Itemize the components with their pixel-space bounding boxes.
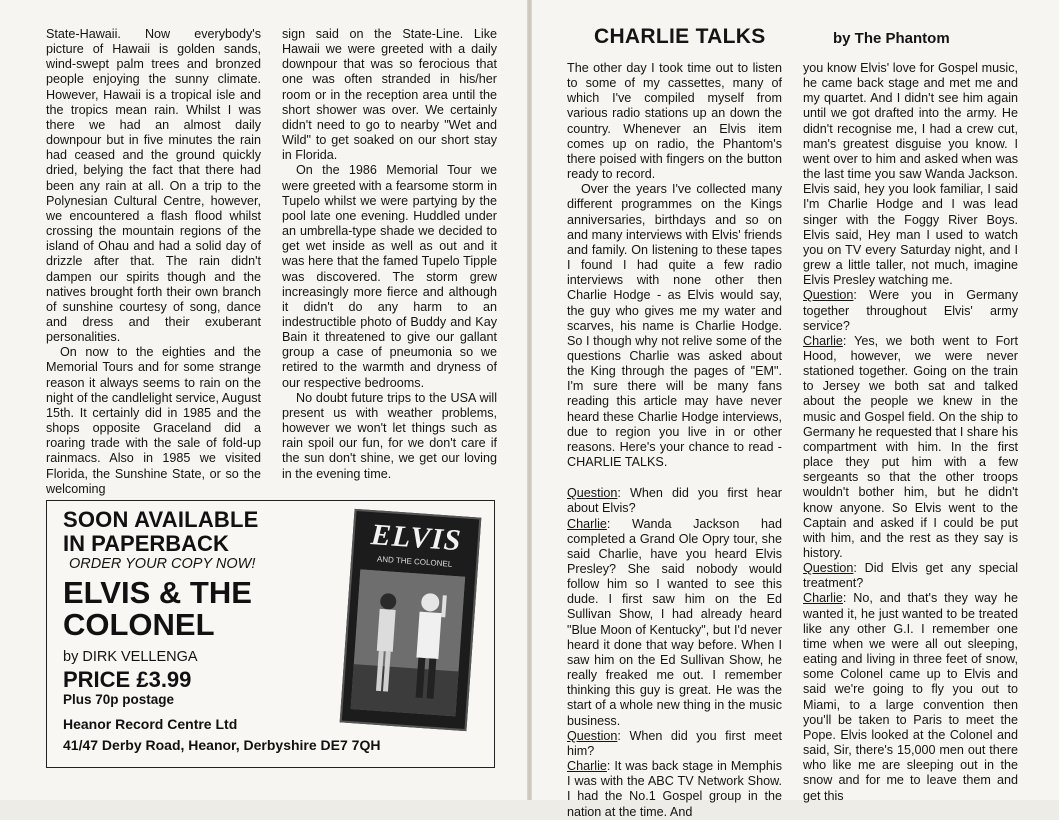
answer-3 xyxy=(803,334,1018,561)
ad-headline-line2: IN PAPERBACK xyxy=(63,531,229,556)
paragraph: sign said on the State-Line. Like Hawaii we were greeted with a daily downpour that was so ferocious that one was often stranded in his/her room or in the reception area until the short shower was over. We certainly didn't need to go to nearby "Wet and Wild" to get soaked on our short stay in Florida. xyxy=(282,27,497,163)
cover-photo-figures xyxy=(351,569,466,716)
right-column-1 xyxy=(567,61,782,820)
charlie-label: Charlie xyxy=(803,591,843,606)
question-label: Question xyxy=(567,486,618,501)
question-text: : Were you in Germany together throughout Elvis' army service? xyxy=(803,288,1018,333)
answer-text: : Wanda Jackson had completed a Grand Ole Opry tour, she said Charlie, have you heard Elvis Presley? She said nobody would follow him so I wanted to see this dude. I first saw him on the Ed Sullivan Show, I had already heard "Blue Moon of Kentucky", but I'd never heard it done that way before. When I saw him on the Ed Sullivan Show, he really freaked me out. I remember thinking this guy is great. He was the start of a whole new thing in the music business. xyxy=(567,516,782,728)
paragraph: The other day I took time out to listen to some of my cassettes, many of which I've compiled myself from various radio stations up an down the country. Whenever an Elvis item comes up on radio, the Phantom's there poised with fingers on the button ready to record. xyxy=(567,61,782,182)
question-3 xyxy=(803,288,1018,333)
left-column-2 xyxy=(282,27,497,482)
question-2 xyxy=(567,729,782,759)
paragraph: State-Hawaii. Now everybody's picture of Hawaii is golden sands, wind-swept palm trees and bronzed people enjoying the sunny climate. However, Hawaii is a tropical isle and the tropics mean rain. Whilst I was there we had an almost daily downpour but in five minutes the rain had ceased and the ground quickly dried, belying the fact that there had been any rain at all. On a trip to the Polynesian Cultural Centre, however, we encountered a flash flood whilst crossing the mountain regions of the island of Ohau and had a solid day of drizzle after that. The rain didn't dampen our spirits though and the natives brought forth their own branch of sunshine courtesy of song, dance and dress and their exuberant personalities. xyxy=(46,27,261,345)
left-column-1 xyxy=(46,27,261,497)
book-cover-subtitle: AND THE COLONEL xyxy=(376,554,453,569)
paragraph: On now to the eighties and the Memorial Tours and for some strange reason it always seems to rain on the night of the candlelight service, August 15th. It certainly did in 1985 and the shops opposite Graceland did a roaring trade with the sale of fold-up rainmacs. Also in 1985 we visited Florida, the Sunshine State, or so the welcoming xyxy=(46,345,261,496)
ad-postage: Plus 70p postage xyxy=(63,692,175,707)
answer-2 xyxy=(567,759,782,820)
paragraph: you know Elvis' love for Gospel music, he came back stage and met me and my quartet. And I didn't see him again until we got drafted into the army. He didn't recognise me, I had a crew cut, man's greatest disguise you know. I went over to him and asked when was the last time you saw Wanda Jackson. Elvis said, hey you look familiar, I said I'm Charlie Hodge and I was lead singer with the Foggy River Boys. Elvis said, Hey man I used to watch you on TV every Saturday night, and I grew a little taller, not much, imagine Elvis Presley watching me. xyxy=(803,61,1018,288)
article-title: CHARLIE TALKS xyxy=(594,25,766,48)
ad-author: by DIRK VELLENGA xyxy=(63,649,198,665)
ad-shop-name: Heanor Record Centre Ltd xyxy=(63,716,238,732)
ad-shop-address: 41/47 Derby Road, Heanor, Derbyshire DE7 7QH xyxy=(63,737,381,753)
question-label: Question xyxy=(803,561,854,576)
question-label: Question xyxy=(567,728,618,743)
answer-text: : No, and that's they way he wanted it, he just wanted to be treated like any other G.I. I remember one time when we were all out sleeping, eating and living in three feet of snow, some Colonel came up to Elvis and said we're going to fly you out to Miami, to a large convention then you'll be taken to Paris to meet the Pope. Elvis looked at the Colonel and said, Sir, there's 15,000 men out there who like me are sleeping out in the snow and for me to leave them and get this xyxy=(803,591,1018,803)
paragraph: On the 1986 Memorial Tour we were greeted with a fearsome storm in Tupelo whilst we were partying by the pool late one evening. Huddled under an umbrella-type shade we decided to get wet inside as well as out and it was here that the famed Tupelo Tipple was discovered. The storm grew increasingly more fierce and although it didn't do any harm to an indestructible photo of Buddy and Kay Bain it threatened to give our gallant group a case of pneumonia so we retired to the warmth and dryness of our respective bedrooms. xyxy=(282,163,497,390)
answer-1 xyxy=(567,517,782,729)
ad-price: PRICE £3.99 xyxy=(63,667,192,692)
ad-book-title-line2: COLONEL xyxy=(63,607,215,642)
paragraph: Over the years I've collected many different programmes on the Kings anniversaries, birthdays and so on and many interviews with Elvis' friends and family. On listening to these tapes I found I had quite a few radio interviews with none other then Charlie Hodge - as Elvis would say, the guy who gives me my water and scarves, his name is Charlie Hodge. So I though why not relive some of the questions Charlie was asked about the King through the pages of "EM". I'm sure there will be many fans reading this article may have never heard these Charlie Hodge interviews, due to region you live in or other reasons. Here's your chance to read - CHARLIE TALKS. xyxy=(567,182,782,470)
answer-4 xyxy=(803,591,1018,803)
book-advertisement xyxy=(46,500,495,768)
answer-text: : It was back stage in Memphis I was with the ABC TV Network Show. I had the No.1 Gospel group in the nation at the time. And xyxy=(567,759,782,819)
ad-order-line: ORDER YOUR COPY NOW! xyxy=(69,556,256,572)
question-1 xyxy=(567,486,782,516)
ad-headline-line1: SOON AVAILABLE xyxy=(63,507,259,532)
question-text: : When did you first hear about Elvis? xyxy=(567,486,782,516)
question-4 xyxy=(803,561,1018,591)
charlie-label: Charlie xyxy=(567,759,607,774)
book-cover-photo xyxy=(351,569,466,716)
question-text: : When did you first meet him? xyxy=(567,728,782,758)
right-column-2 xyxy=(803,61,1018,804)
article-byline: by The Phantom xyxy=(833,30,950,47)
question-label: Question xyxy=(803,288,854,303)
answer-text: : Yes, we both went to Fort Hood, however, we were never stationed together. Going on the train to Jersey we both sat and talked about the people we knew in the music and Gospel field. On the ship to Germany he requested that I share his compartment with him. In the first place they put him with a few sergeants so that the other troops wouldn't bother him, but he didn't know anyone. So Elvis went to the Captain and asked if I could be put with him, and the rest as they say is history. xyxy=(803,333,1018,560)
page-gutter xyxy=(527,0,532,800)
question-text: : Did Elvis get any special treatment? xyxy=(803,561,1018,591)
book-cover-image xyxy=(340,509,482,731)
book-cover-title: ELVIS xyxy=(369,518,463,558)
ad-book-title-line1: ELVIS & THE xyxy=(63,575,252,610)
charlie-label: Charlie xyxy=(803,333,843,348)
paragraph: No doubt future trips to the USA will present us with weather problems, however we won't let things such as rain spoil our fun, for we don't care if the sun don't shine, we get our loving in the evening time. xyxy=(282,390,497,481)
charlie-label: Charlie xyxy=(567,516,607,531)
